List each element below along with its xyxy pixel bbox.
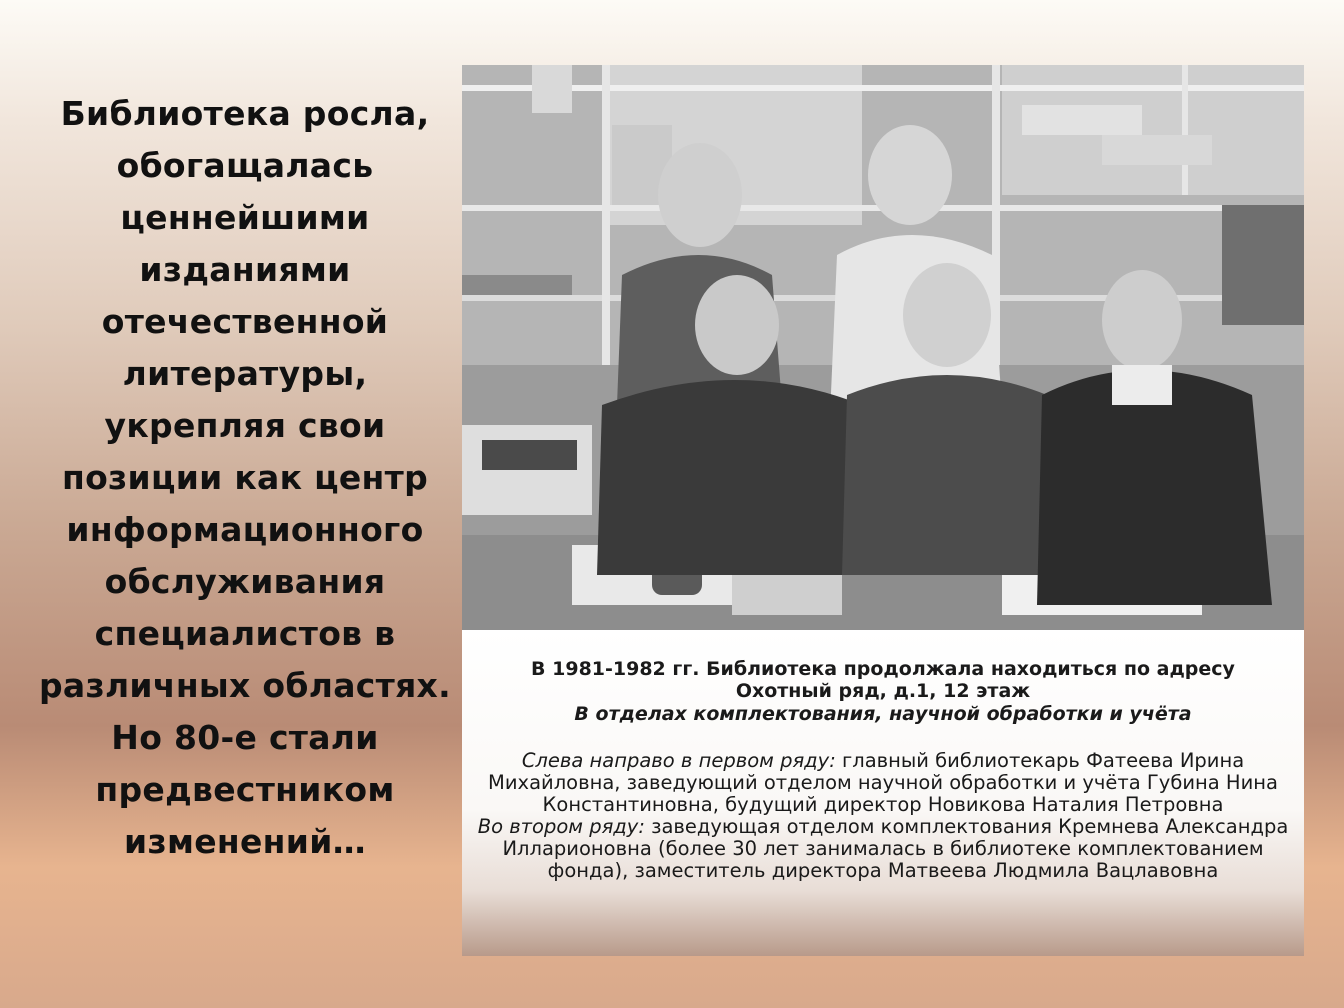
group-photo (462, 65, 1304, 630)
caption-second-row (462, 816, 1304, 882)
caption-title-line2: Охотный ряд, д.1, 12 этаж (735, 680, 1031, 702)
main-paragraph: Библиотека росла, обогащалась ценнейшими изданиями отечественной литературы, укрепляя свои позиции как центр информационного обслуживания специалистов в различных областях. (39, 94, 451, 705)
caption-first-row-text: главный библиотекарь Фатеева Ирина Михайловна, заведующий отделом научной обработки и учёта Губина Нина Константиновна, будущий директор Новикова Наталия Петровна (488, 749, 1278, 816)
photo-caption (462, 630, 1304, 956)
slide-main-text (30, 88, 460, 868)
caption-subtitle: В отделах комплектования, научной обработки и учёта (574, 703, 1192, 725)
closing-paragraph: Но 80-е стали предвестником изменений… (95, 718, 395, 861)
caption-first-row-lead: Слева направо в первом ряду: (521, 749, 836, 772)
caption-second-row-lead: Во втором ряду: (477, 815, 645, 838)
caption-second-row-text: заведующая отделом комплектования Кремнева Александра Илларионовна (более 30 лет занималась в библиотеке комплектованием фонда), заместитель директора Матвеева Людмила Вацлавовна (502, 815, 1289, 882)
caption-first-row (462, 750, 1304, 816)
caption-title-line1: В 1981-1982 гг. Библиотека продолжала находиться по адресу (531, 658, 1235, 680)
